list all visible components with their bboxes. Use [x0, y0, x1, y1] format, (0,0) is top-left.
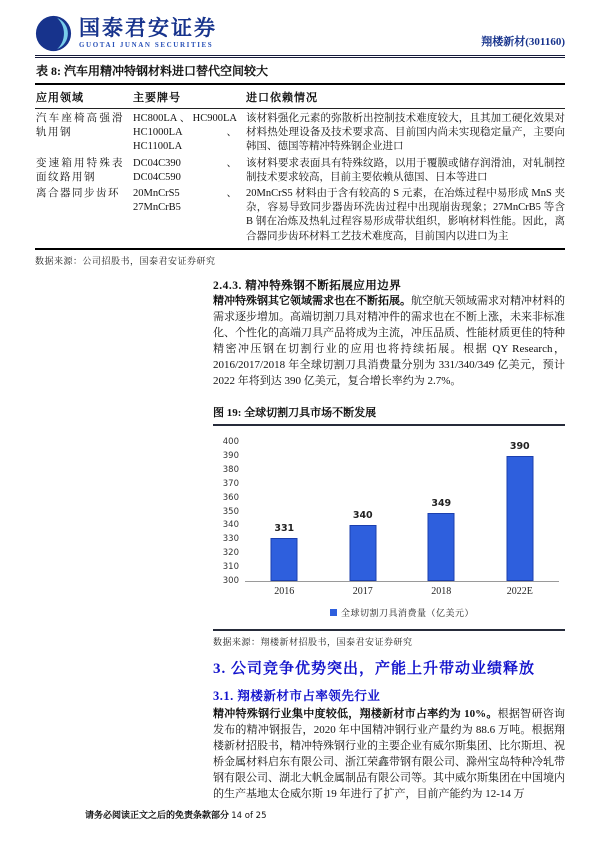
y-tick-label: 330	[222, 534, 239, 545]
page-footer	[85, 808, 267, 821]
paragraph-bold-lead: 精冲特殊钢其它领域需求也在不断拓展。	[213, 295, 411, 307]
figure-source-note: 数据来源：翔楼新材招股书，国泰君安证券研究	[213, 637, 413, 647]
figure-19	[213, 404, 565, 648]
table-row	[35, 111, 565, 156]
bar-value-label: 340	[352, 510, 373, 522]
table-row	[35, 186, 565, 245]
bar-2017	[349, 525, 376, 581]
cell-application: 变速箱用特殊表面纹路用钢	[36, 157, 124, 183]
bar-slot	[324, 442, 403, 581]
y-tick-label: 370	[222, 478, 239, 489]
x-tick-label: 2016	[274, 586, 295, 597]
y-tick-label: 360	[222, 492, 239, 503]
col-header-application: 应用领域	[36, 92, 84, 104]
table-title: 表 8: 汽车用精冲特钢材料进口替代空间较大	[35, 60, 565, 85]
bar-value-label: 331	[274, 522, 295, 534]
cell-dependence: 该材料强化元素的弥散析出控制技术难度较大，且其加工硬化效果对材料热处理设备及技术要求高、目前国内尚未实现稳定量产，主要向韩国、德国等精冲特殊钢企业进口	[246, 113, 565, 153]
col-header-grades: 主要牌号	[133, 92, 181, 104]
y-tick-label: 320	[222, 548, 239, 559]
cell-dependence: 该材料要求表面具有特殊纹路，以用于覆膜或储存润滑油，对轧制控制技术要求较高，目前主要依赖从德国、日本等进口	[246, 157, 565, 183]
x-tick-label: 2018	[431, 586, 452, 597]
x-axis-labels	[245, 586, 559, 597]
x-tick-label: 2022E	[506, 586, 533, 597]
bar-2018	[428, 513, 455, 581]
section-3-heading: 3. 公司竞争优势突出，产能上升带动业绩释放	[213, 661, 536, 677]
y-tick-label: 380	[222, 464, 239, 475]
legend-label: 全球切割刀具消费量（亿美元）	[340, 608, 474, 618]
cell-application: 汽车座椅高强滑轨用钢	[36, 113, 124, 139]
chart-legend	[245, 606, 559, 619]
bar-value-label: 349	[431, 497, 452, 509]
bar-chart	[213, 426, 565, 631]
bar-slot	[245, 442, 324, 581]
table-body	[35, 109, 565, 250]
section-3-1-paragraph	[213, 706, 565, 802]
x-tick-label: 2017	[352, 586, 373, 597]
disclaimer-text: 请务必阅读正文之后的免责条款部分	[85, 810, 230, 820]
table-header-row	[35, 85, 565, 109]
bar-slot	[481, 442, 560, 581]
section-3-1-heading: 3.1. 翔楼新材市占率领先行业	[213, 689, 381, 703]
cell-grades: 20MnCrS5、27MnCrB5	[133, 188, 237, 214]
paragraph-body: 航空航天领域需求对精冲材料的需求逐步增加。高端切割刀具对精冲件的需求也在不断上涨，未来非标准化、个性化的高端刀具产品将成为主流，冲压品质、性能材质更佳的特种精密冲压钢在切割行业的应用也将持续拓展。根据 QY Research，2016/2017/2018 年全球切割刀具消费量分别为 331/340/349 亿美元，预计 2022 年将到达 390 亿美元，复合增长率约为 2.7%。	[213, 295, 565, 387]
section-2-4-3-paragraph	[213, 293, 565, 389]
figure-title: 图 19: 全球切割刀具市场不断发展	[213, 404, 565, 426]
table-row	[35, 156, 565, 186]
y-tick-label: 350	[222, 506, 239, 517]
y-tick-label: 310	[222, 562, 239, 573]
paragraph-bold-lead: 精冲特殊钢行业集中度较低，翔楼新材市占率约为 10%。	[213, 708, 498, 720]
brand-name-en: GUOTAI JUNAN SECURITIES	[79, 41, 214, 49]
plot-area	[245, 442, 559, 582]
cell-dependence: 20MnCrS5 材料由于含有较高的 S 元素，在冶炼过程中易形成 MnS 夹杂，容易导致同步器齿环洗齿过程中出现崩齿现象；27MnCrB5 等含 B 钢在冶炼及热轧过程容易形成带状组织，影响材料性能。因此，离合器同步齿环材料工艺技术难度高，目前国内以进口为主	[246, 188, 565, 242]
cell-application: 离合器同步齿环	[36, 188, 120, 200]
cell-grades: HC800LA、HC900LA HC1000LA、HC1100LA	[133, 113, 237, 153]
cell-grades: DC04C390、DC04C590	[133, 157, 237, 183]
stock-label: 翔楼新材(301160)	[481, 36, 565, 48]
bar-2016	[271, 538, 298, 581]
y-axis	[213, 437, 245, 586]
page-number: 14 of 25	[231, 811, 267, 821]
y-tick-label: 390	[222, 450, 239, 461]
bar-2022E	[506, 456, 533, 581]
bar-slot	[402, 442, 481, 581]
bar-value-label: 390	[509, 440, 530, 452]
table-8	[35, 60, 565, 267]
guotai-junan-logo-icon	[35, 15, 72, 52]
brand	[35, 15, 217, 52]
y-tick-label: 400	[222, 437, 239, 447]
chart-inner	[213, 437, 559, 586]
brand-text	[79, 18, 217, 49]
paragraph-body: 根据智研咨询发布的精冲钢报告，2020 年中国精冲钢行业产量约为 88.6 万吨。根据翔楼新材招股书，精冲特殊钢行业的主要企业有威尔斯集团、比尔斯坦、祝桥金属材料启东有限公司、浙江荣鑫带钢有限公司、滁州宝岛特种冷轧带钢有限公司、湖北大帆金属制品有限公司等。其中威尔斯集团在中国境内的生产基地太仓威尔斯 19 年进行了扩产，目前产能约为 12-14 万	[213, 708, 565, 800]
legend-marker-icon	[330, 609, 337, 616]
y-tick-label: 340	[222, 520, 239, 531]
section-2-4-3-heading: 2.4.3. 精冲特殊钢不断拓展应用边界	[213, 280, 402, 292]
page-header	[35, 13, 565, 58]
col-header-dependence: 进口依赖情况	[246, 92, 318, 104]
brand-name-cn: 国泰君安证券	[79, 16, 217, 40]
table-source-note: 数据来源：公司招股书，国泰君安证券研究	[35, 255, 216, 266]
y-tick-label: 300	[222, 576, 239, 586]
